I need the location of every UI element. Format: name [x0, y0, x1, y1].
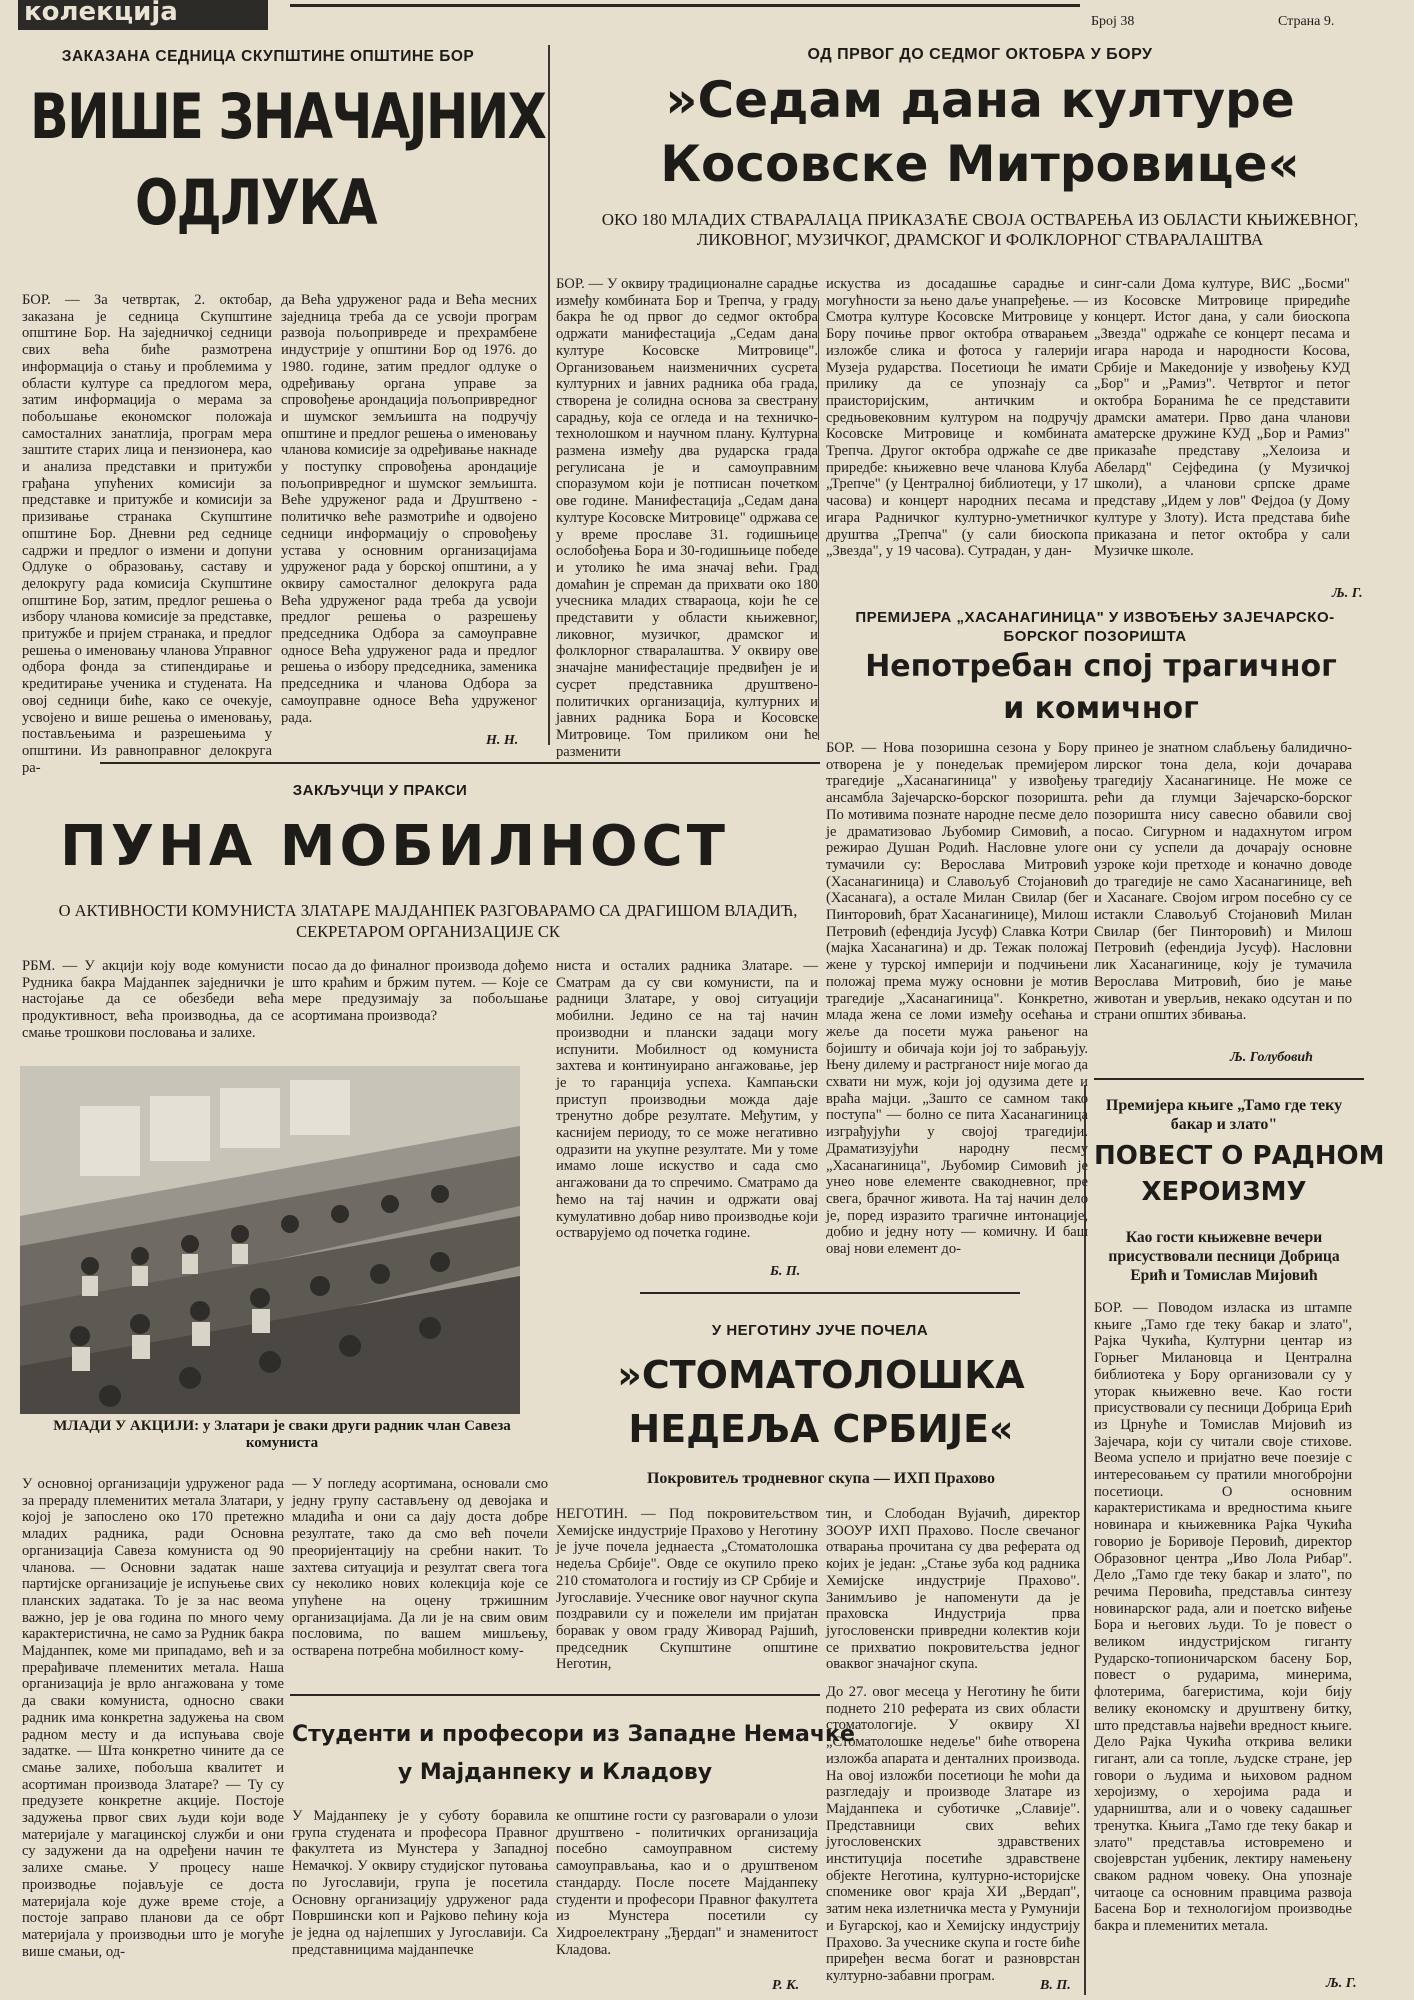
article3-title-line1: Непотребан спој трагичног	[865, 649, 1337, 684]
article6-signature: Р. К.	[772, 1978, 800, 1993]
article5-column-1b: До 27. овог месеца у Неготину ће бити поднето 210 реферата из свих области стоматологије. У оквиру XI „Стоматолошке недеље" биће отворена изложба апарата и денталних производа. На овој изложби посетиоци ће моћи да разгледају и производе Златаре из Мајданпека и суботичке „Славије". Представници свих већих југословенских здравствених институција посетиће здравствене објекте Неготина, културно-историјске споменике овог краја ХИ „Вердап", затим нека излетничка места у Румунији и Бугарској, као и Хемијску индустрију Прахово. За учеснике скупа и госте биће приређен весма богат и разноврстан културно-забавни програм.	[826, 1684, 1080, 1984]
article-divider	[290, 1694, 820, 1696]
article1-title-line1: ВИШЕ ЗНАЧАЈНИХ	[30, 80, 546, 153]
article2-title-line2: Косовске Митровице«	[660, 135, 1300, 193]
article2-title-line1: »Седам дана културе	[665, 71, 1295, 129]
article6-title-line1: Студенти и професори из Западне Немачке	[292, 1722, 855, 1747]
article7-kicker: Премијера књиге „Тамо где теку бакар и злато"	[1105, 1097, 1343, 1133]
article4-intro-column-2: посао да до финалног производа дођемо што краћим и бржим путем. — Које се мере предузимају за побољшање асортимана производа?	[292, 958, 548, 1025]
column-rule	[548, 45, 550, 745]
article5-title-line2: НЕДЕЉА СРБИЈЕ«	[628, 1407, 1014, 1451]
article2-column-3: синг-сали Дома културе, ВИС „Босми" из Косовске Митровице приредиће концерт. Истог дана, у сали биоскопа „Звезда" одржаће се концерт песама и игара народа и народности Косова, Србије и Македоније у извођењу КУД „Бор" и „Рамиз". Четвртог и петог октобра Боранима ће се представити драмски аматери. Прво дана чланови аматерске дружине КУД „Бор и Рамиз" приказаће представу „Хелоиза и Абелард" Сејфедина (у Музичкој школи), а чланови српске драме представу „Идем у лов" Фејдоа (у Дому културе у Злоту). Иста представа биће приказана и петог октобра у сали Музичке школе.	[1094, 276, 1350, 560]
article2-title	[560, 68, 1400, 196]
article3-signature: Љ. Голубовић	[1230, 1050, 1313, 1065]
article3-kicker: ПРЕМИЈЕРА „ХАСАНАГИНИЦА" У ИЗВОЂЕЊУ ЗАЈЕЧАРСКО-БОРСКОГ ПОЗОРИШТА	[855, 609, 1335, 645]
article-divider	[100, 762, 820, 764]
article4-column-2: — У погледу асортимана, основали смо једну групу састављену од девојака и младића и они са дају доста добре резултате, тако да смо већ почели преоријентацију на сребни накит. То захтева ситуација и резултат свега тога су неколико нових колекција које се упућене на оцену тржишним организацијама. Да ли је на свим овим пословима, по вашем мишљењу, остварена потребна мобилност кому-	[292, 1476, 548, 1660]
article7-title-line2: ХЕРОИЗМУ	[1141, 1177, 1307, 1207]
article7-signature: Љ. Г.	[1326, 1976, 1357, 1991]
article1-column-1: БОР. — За четвртак, 2. октобар, заказана је седница Скупштине општине Бор. На заједничкој седници свих већа биће размотрена информација о стању и проблемима у области културе са предлогом мера, затим информација о мерама за побољшање економског положаја самосталних занатлија, програм мера заштите старих лица и пензионера, као и анализа представки и притужби грађана упућених комисији за представке и притужбе и комисији за призивање странака Скупштине општине Бор. Дневни ред седнице садржи и предлог о измени и допуни Одлуке о образовању, саставу и делокругу рада комисија Скупштине општине Бор, затим, предлог решења о избору чланова комисије за представке, притужбе и пријем странака, и предлог решења о именовању чланова Управног одбора фонда за стипендирање и кредитирање ученика и студената. На овој седници биће, како се очекује, усвојено и више решења о именовању, постављењима и разрешењима у општини. Из равноправног делокруга ра-	[22, 292, 272, 776]
article4-intro-column-1: РБМ. — У акцији коју воде комунисти Рудника бакра Мајданпек заједнички је настојање да се обезбеди већа продуктивност, већа производња, да се смање трошкови пословања и залихе.	[22, 958, 284, 1041]
masthead-logo: колекција	[18, 0, 268, 30]
masthead-rule	[290, 4, 1080, 7]
article7-subtitle: Као гости књижевне вечери присуствовали песници Добрица Ерић и Томислав Мијовић	[1108, 1229, 1340, 1284]
article4-title: ПУНА МОБИЛНОСТ	[60, 814, 729, 879]
article3-column-2: принео је знатном слабљењу балидично-лирског тона дела, који дочарава трагедију Хасанагинице. Не може се рећи да глумци Зајечарско-борског позоришта нису савесно обавили свој посао. Сигурном и надахнутом игром они су успели да дочарају основне узроке који претходе и коначно доводе до трагедије не само Хасанагинице, већ и Хасанаге. Својом игром посебно су се истакли Славољуб Стојановић Милан Свилар (бег Пинторовић) и Милош Петровић (ефендија Јусуф). Насловни лик Хасанагинице, коју је тумачила Верослава Митровић, био је мање животан и уверљив, некако одсутан и по страни општих збивања.	[1094, 740, 1352, 1024]
article3-title	[826, 646, 1376, 730]
column-rule	[818, 300, 819, 740]
article4-kicker: ЗАКЉУЧЦИ У ПРАКСИ	[292, 782, 468, 799]
article5-title	[556, 1348, 1086, 1456]
article5-column-1: НЕГОТИН. — Под покровитељством Хемијске индустрије Прахово у Неготину је јуче почела једнаеста „Стоматолошка недеља Србије". Овде се окупило преко 210 стоматолога и гостију из СР Србије и Југославије. Учеснике овог научног скупа поздравили су и пожелели им пријатан боравак у овом граду Живорад Рајшић, председник Скупштине општине Неготин,	[556, 1506, 818, 1673]
article2-kicker: ОД ПРВОГ ДО СЕДМОГ ОКТОБРА У БОРУ	[807, 46, 1153, 63]
article7-title-line1: ПОВЕСТ О РАДНОМ	[1094, 1141, 1385, 1171]
page-number: Страна 9.	[1278, 14, 1335, 29]
article3-title-line2: и комичног	[1003, 691, 1199, 726]
article2-subtitle: ОКО 180 МЛАДИХ СТВАРАЛАЦА ПРИКАЗАЋЕ СВОЈА ОСТВАРЕЊА ИЗ ОБЛАСТИ КЊИЖЕВНОГ, ЛИКОВНОГ, МУЗИЧКОГ, ДРАМСКОГ И ФОЛКЛОРНОГ СТВАРАЛАШТВА	[601, 210, 1359, 249]
article2-signature: Љ. Г.	[1332, 586, 1363, 601]
article6-title	[292, 1716, 855, 1792]
article6-column-2: ке општине гости су разговарали о улози друштвено - политичких организација посебно самоуправном систему самоуправљања, као и о друштвеном стандарду. После посете Мајданпеку студенти и професори Правног факултета из Мунстера посетили су Хидроелектрану „Ђердап" и знаменитост Кладова.	[556, 1808, 818, 1958]
article4-signature: Б. П.	[770, 1264, 801, 1279]
article6-column-1: У Мајданпеку је у суботу боравила група студената и професора Правног факултета из Мунстера у Западној Немачкој. У оквиру студијског путовања по Југославији, група је посетила Основну организацију удруженог рада Површински коп и Рајково пећину која је једна од најлепших у Југославији. Са представницима мајданпечке	[292, 1808, 548, 1958]
article1-title	[30, 74, 546, 246]
article4-column-1: У основној организацији удруженог рада за прераду племенитих метала Златари, у којој је запослено око 170 претежно младих радника, ради Основна организација Савеза комуниста од 90 чланова. — Основни задатак наше партијске организације је испуњење свих планских задатака. То је за нас веома важно, јер је ова година по много чему карактеристична, не само за Рудник бакра Мајданпек, коме ми припадамо, већ и за прерађиваче племенитих метала. Наша организација је врло ангажована у томе да сваки комуниста, односно сваки радник има конкретна задужења на свом радном месту и да испуњава своје задатке. — Шта конкретно чините да се смање залихе, побољша квалитет и асортиман производа Златаре? — Ту су предузете конкретне акције. Постоје задужења првог свих људи који воде материјале у магацинској служби и они су задужени да на одређени начин те залихе смање. У процесу наше производње појављује се доста материјала које дуже време стоје, а постоје заправо планови да се обрт материјала у производњи што је могуће више смањи, од-	[22, 1476, 284, 1960]
workers-photo	[20, 1066, 520, 1414]
article5-kicker: У НЕГОТИНУ ЈУЧЕ ПОЧЕЛА	[711, 1322, 929, 1339]
article3-column-1: БОР. — Нова позоришна сезона у Бору отворена је у понедељак премијером трагедије „Хасанагиница" у извођењу ансамбла Зајечарско-борског позоришта. По мотивима познате народне песме дело је драматизовао Љубомир Симовић, а режирао Душан Родић. Насловне улоге тумачили су: Верослава Митровић (Хасанагиница) и Славољуб Стојановић (Хасанага), а остале Милан Свилар (бег Пинторовић, брат Хасанагинице), Милош Петровић (ефендија Јусуф) Славка Котри (мајка Хасанагина) и др. Тежак положај жене у турској империји и подчињени положај према мужу основни је мотив трагедије „Хасанагиница". Конкретно, млада жена се ломи између осећања и жеље да посети мужа рањеног на бојишту и обичаја који јој то забрањују. Њену дилему и растрганост није могао да схвати ни муж, који јој одузима дете и враћа мајци. „Зашто се самном тако поступа" — болно се пита Хасанагиница изграђујући у својој трагедији. Драматизујући народну песму „Хасанагиница", Љубомир Симовић је унео нове елементе свакодневног, пре свега, брачног живота. На тај начин дело је, поред изразито трагичне интонације, добио и једну ноту — комичну. И баш овај нови елемент до-	[826, 740, 1088, 1258]
article7-body: БОР. — Поводом изласка из штампе књиге „Тамо где теку бакар и злато", Рајка Чукића, Културни центар из Горњег Милановца и Централна библиотека у Бору организовали су у уторак књижевно вече. Као гости присуствовали су песници Добрица Ерић из Црнуће и Томислав Мијовић из Зајечара, који су читали своје стихове. Веома успело и пријатно вече поезије с интересовањем су пратили многобројни посетиоци. О основним карактеристикама и вредностима књиге новинара и књижевника Рајка Чукића говорио је Боривоје Перовић, директор Образовног центра „Иво Лола Рибар". Дело „Тамо где теку бакар и злато", по речима Перовића, представља синтезу новинарског рада, али и поетско виђење Бора и његових људи. То је повест о великом индустријском гиганту Рударско-топионичарском басену Бор, повест о рударима, минерима, флотерима, багеристима, који бију велику економску и друштвену битку, што представља највећи вредност књиге. Дело Рајка Чукића открива велики гигант, али са топле, људске стране, јер говори о људима и њиховом радном херојизму, о херојима рада и ударништва, али и о човеку садашњег тренутка. Књига „Тамо где теку бакар и злато" представља истовремено и својеврстан уџбеник, лектиру намењену сваком радном човеку. Она упознаје читаоце са основним правцима развоја Басена Бор и технологијом производње бакра и племенитих метала.	[1094, 1300, 1352, 1935]
workshop-scene-illustration	[20, 1066, 520, 1414]
article1-kicker: ЗАКАЗАНА СЕДНИЦА СКУПШТИНЕ ОПШТИНЕ БОР	[61, 48, 475, 65]
issue-number: Број 38	[1091, 14, 1135, 29]
article6-title-line2: у Мајданпеку и Кладову	[397, 1760, 713, 1785]
article5-column-2: тин, и Слободан Вујачић, директор ЗООУР ИХП Прахово. После свечаног отварања прочитана су два реферата од којих је један: „Стање зуба код радника Хемијске индустрије Прахово". Занимљиво је напоменути да је праховска Индустрија прва југословенски привредни колектив који се прихватио покровитељства једног оваквог значајног скупа.	[826, 1506, 1080, 1673]
article1-column-2: да Већа удруженог рада и Већа месних заједница треба да се усвоји програм развоја пољопривреде и прехрамбене индустрије у општини Бор од 1976. до 1980. године, затим предлог одлуке о одређивању органа управе за спровођење арондација пољопривредног и шумског земљишта на подручју општине и предлог решења о именовању чланова комисије за одређивање накнаде у поступку спровођења арондације пољопривредног и шумског земљишта. Веће удруженог рада и Друштвено - политичко веће размотриће и одвојено седници информацију о спровођењу устава у основним организацијама удруженог рада у борској општини, а у оквиру самосталног делокруга рада Већа удруженог рада треба да усвоји предлог решења о разрешењу председника Одбора за самоуправне односе Већа удруженог рада и предлог решења о избору председника, заменика председника и чланова Одбора за самоуправне односе Већа удруженог рада.	[281, 292, 537, 726]
article5-signature: В. П.	[1040, 1978, 1071, 1993]
article4-column-3: ниста и осталих радника Златаре. — Сматрам да су сви комунисти, па и радници Златаре, у овој ситуацији мобилни. Једино се на тај начин производни и плански задаци могу испунити. Мобилност од комуниста захтева и континуирано ангажовање, јер је то гаранција успеха. Кампањски приступ производњи можда даје тренутно добре резултате. Међутим, у каснијем периоду, то се може негативно одразити на укупне резултате. Ми у томе имамо лоше искуство и сада смо ангажовани да то спречимо. Сматрамо да ћемо на тај начин и одржати овај кумулативно добар ниво производње који остварујемо од почетка године.	[556, 958, 818, 1242]
article-divider	[640, 1292, 1020, 1294]
article5-subtitle: Покровитељ тродневног скупа — ИХП Прахово	[646, 1470, 996, 1487]
article1-signature: Н. Н.	[486, 733, 519, 748]
article1-title-line2: ОДЛУКА	[134, 166, 376, 239]
article2-column-2: искуства из досадашње сарадње и могућности за њено даље унапређење. — Смотра културе Косовске Митровице у Бору почиње првог октобра отварањем изложбе слика и фотоса у галерији Музеја рударства. Посетиоци ће имати прилику да се упознају са праисторијским, античким и средњовековним културом на подручју Косовске Митровице и комбината Трепча. Другог октобра одржаће се две приредбе: књижевно вече чланова Клуба „Трепче" (у Централној библиотеци, у 17 часова) и концерт народних песама и игара Радничког културно-уметничког друштва „Трепча" (у сали биоскопа „Звезда", у 19 часова). Сутрадан, у дан-	[826, 276, 1088, 560]
article5-title-line1: »СТОМАТОЛОШКА	[617, 1353, 1025, 1397]
photo-caption: МЛАДИ У АКЦИЈИ: у Златари је сваки други радник члан Савеза комуниста	[53, 1418, 511, 1451]
article7-title	[1094, 1138, 1385, 1210]
article2-column-1: БОР. — У оквиру традиционалне сарадње између комбината Бор и Трепча, у граду бакра ће од првог до седмог октобра одржати манифестација „Седам дана културе Косовске Митровице". Организовањем наизменичних сусрета културних и јавних радника оба града, створена је солидна основа за свестрану сарадњу, која се огледа и на техничко-технолошком и научном плану. Културна размена између два рударска града регулисана је и самоуправним споразумом који је потписан почетком ове године. Манифестација „Седам дана културе Косовске Митровице" одржава се у време прославе 31. годишњице ослобођења Бора и 30-годишњице победе и утолико ће има значај већи. Град домаћин је спреман да прихвати око 180 учесника младих ствараоца, који ће се представити у области књижевног, ликовног, музичког, драмског и фолклорног стваралаштва. У оквиру ове значајне манифестације предвиђен је и сусрет представника друштвено-политичких организација, културних и јавних радника Бора и Косовске Митровице. Том приликом они ће разменити	[556, 276, 818, 760]
article4-subtitle: О АКТИВНОСТИ КОМУНИСТА ЗЛАТАРЕ МАЈДАНПЕК РАЗГОВАРАМО СА ДРАГИШОМ ВЛАДИЋ, СЕКРЕТАРОМ ОРГАНИЗАЦИЈЕ СК	[58, 901, 798, 941]
article-divider	[1094, 1078, 1364, 1080]
